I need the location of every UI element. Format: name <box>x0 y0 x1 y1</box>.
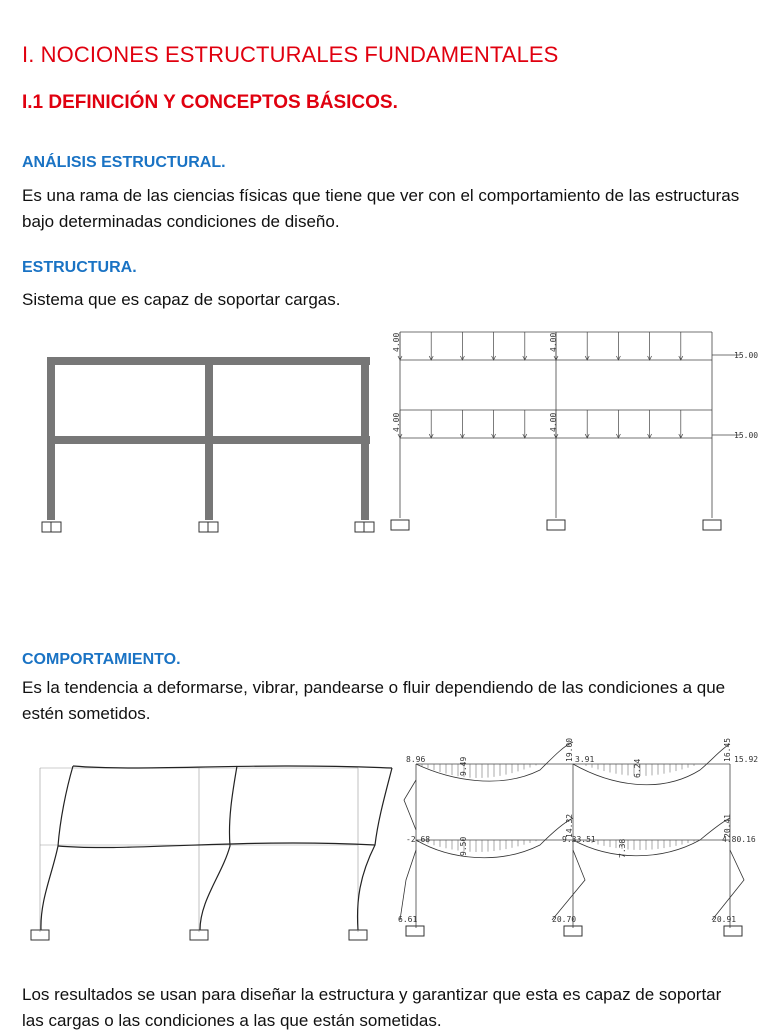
text-estructura: Sistema que es capaz de soportar cargas. <box>22 290 341 309</box>
text-comportamiento: Es la tendencia a deformarse, vibrar, pandearse o fluir dependiendo de las condiciones a que estén sometidos. <box>22 678 726 723</box>
moment-label: 9.33.51 <box>562 835 596 844</box>
lateral-load-label: 15.00 <box>734 431 759 440</box>
heading-analisis: ANÁLISIS ESTRUCTURAL. <box>22 154 226 171</box>
moment-label: 19.00 <box>565 737 574 762</box>
moment-label: -2.68 <box>406 835 431 844</box>
heading-estructura: ESTRUCTURA. <box>22 259 137 276</box>
moment-label: 9.50 <box>459 836 468 856</box>
moment-label: 9.49 <box>459 756 468 776</box>
moment-label: 20.41 <box>723 813 732 838</box>
moment-label: 20.91 <box>712 915 737 924</box>
moment-label: 6.24 <box>633 758 642 778</box>
moment-label: 3.91 <box>575 755 595 764</box>
moment-label: 14.32 <box>565 813 574 838</box>
load-label: 4.00 <box>392 412 401 432</box>
moment-label: 20.70 <box>552 915 577 924</box>
load-label: 4.00 <box>392 332 401 352</box>
page-title: I. NOCIONES ESTRUCTURALES FUNDAMENTALES <box>22 42 559 67</box>
load-label: 4.00 <box>549 332 558 352</box>
text-resultados: Los resultados se usan para diseñar la estructura y garantizar que esta es capaz de soportar las cargas o las condiciones a las que están sometidas. <box>22 985 722 1030</box>
moment-label: 7.38 <box>618 838 627 858</box>
moment-label: 15.92 <box>734 755 759 764</box>
heading-comportamiento: COMPORTAMIENTO. <box>22 651 181 668</box>
load-label: 4.00 <box>549 412 558 432</box>
moment-label: 8.96 <box>406 755 426 764</box>
text-analisis: Es una rama de las ciencias físicas que tiene que ver con el comportamiento de las estructuras bajo determinadas condiciones de diseño. <box>22 186 740 231</box>
lateral-load-label: 15.00 <box>734 351 759 360</box>
moment-label: 4.80.16 <box>722 835 756 844</box>
moment-label: 16.45 <box>723 737 732 762</box>
section-subtitle: I.1 DEFINICIÓN Y CONCEPTOS BÁSICOS. <box>22 92 398 113</box>
moment-label: 6.61 <box>398 915 418 924</box>
